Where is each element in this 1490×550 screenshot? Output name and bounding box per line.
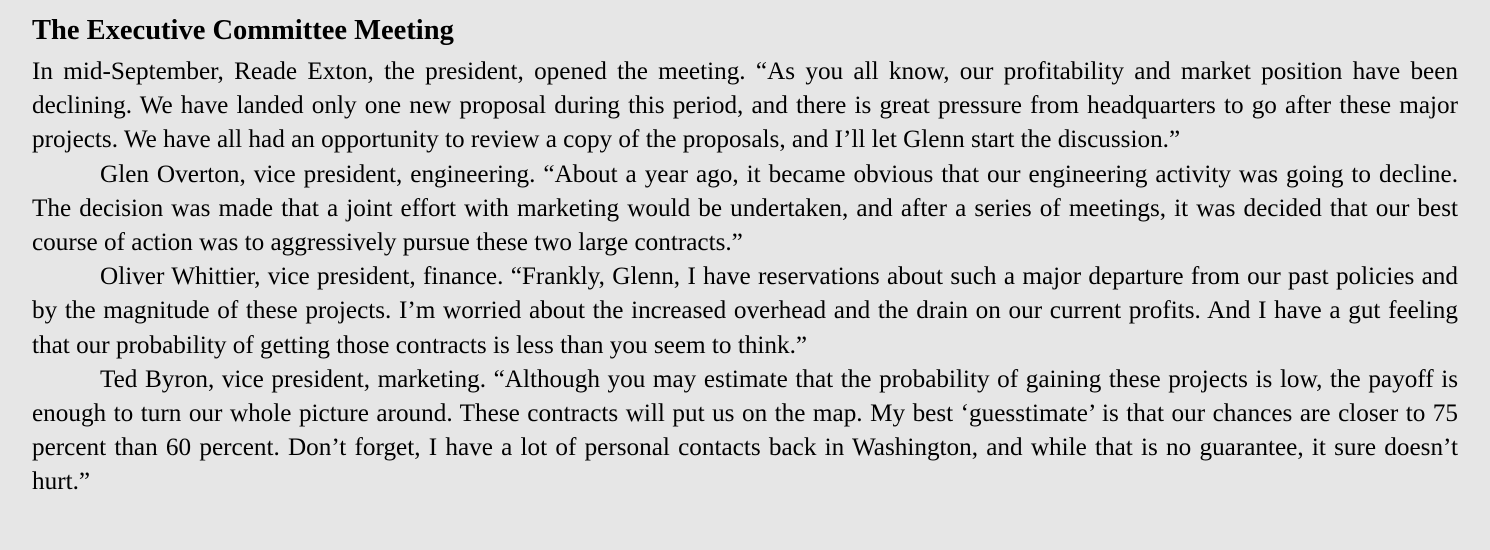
document-body — [32, 55, 1458, 500]
section-heading: The Executive Committee Meeting — [32, 15, 454, 46]
paragraph-glen-overton: Glen Overton, vice president, engineering. “About a year ago, it became obvious that our engineering activity was going to decline. The decision was made that a joint effort with marketing would be undertaken, and after a series of meetings, it was decided that our best course of action was to aggressively pursue these two large contracts.” — [32, 160, 1458, 257]
paragraph-opening: In mid-September, Reade Exton, the president, opened the meeting. “As you all know, our profitability and market position have been declining. We have landed only one new proposal during this period, and there is great pressure from headquarters to go after these major projects. We have all had an opportunity to review a copy of the proposals, and I’ll let Glenn start the discussion.” — [32, 58, 1458, 154]
paragraph-ted-byron: Ted Byron, vice president, marketing. “Although you may estimate that the probability of gaining these projects is low, the payoff is enough to turn our whole picture around. These contracts will put us on the map. My best ‘guesstimate’ is that our chances are closer to 75 percent than 60 percent. Don’t forget, I have a lot of personal contacts back in Washington, and while that is no guarantee, it sure doesn’t hurt.” — [32, 365, 1458, 496]
paragraph-oliver-whittier: Oliver Whittier, vice president, finance. “Frankly, Glenn, I have reservations about such a major departure from our past policies and by the magnitude of these projects. I’m worried about the increased overhead and the drain on our current profits. And I have a gut feeling that our probability of getting those contracts is less than you seem to think.” — [32, 263, 1458, 359]
